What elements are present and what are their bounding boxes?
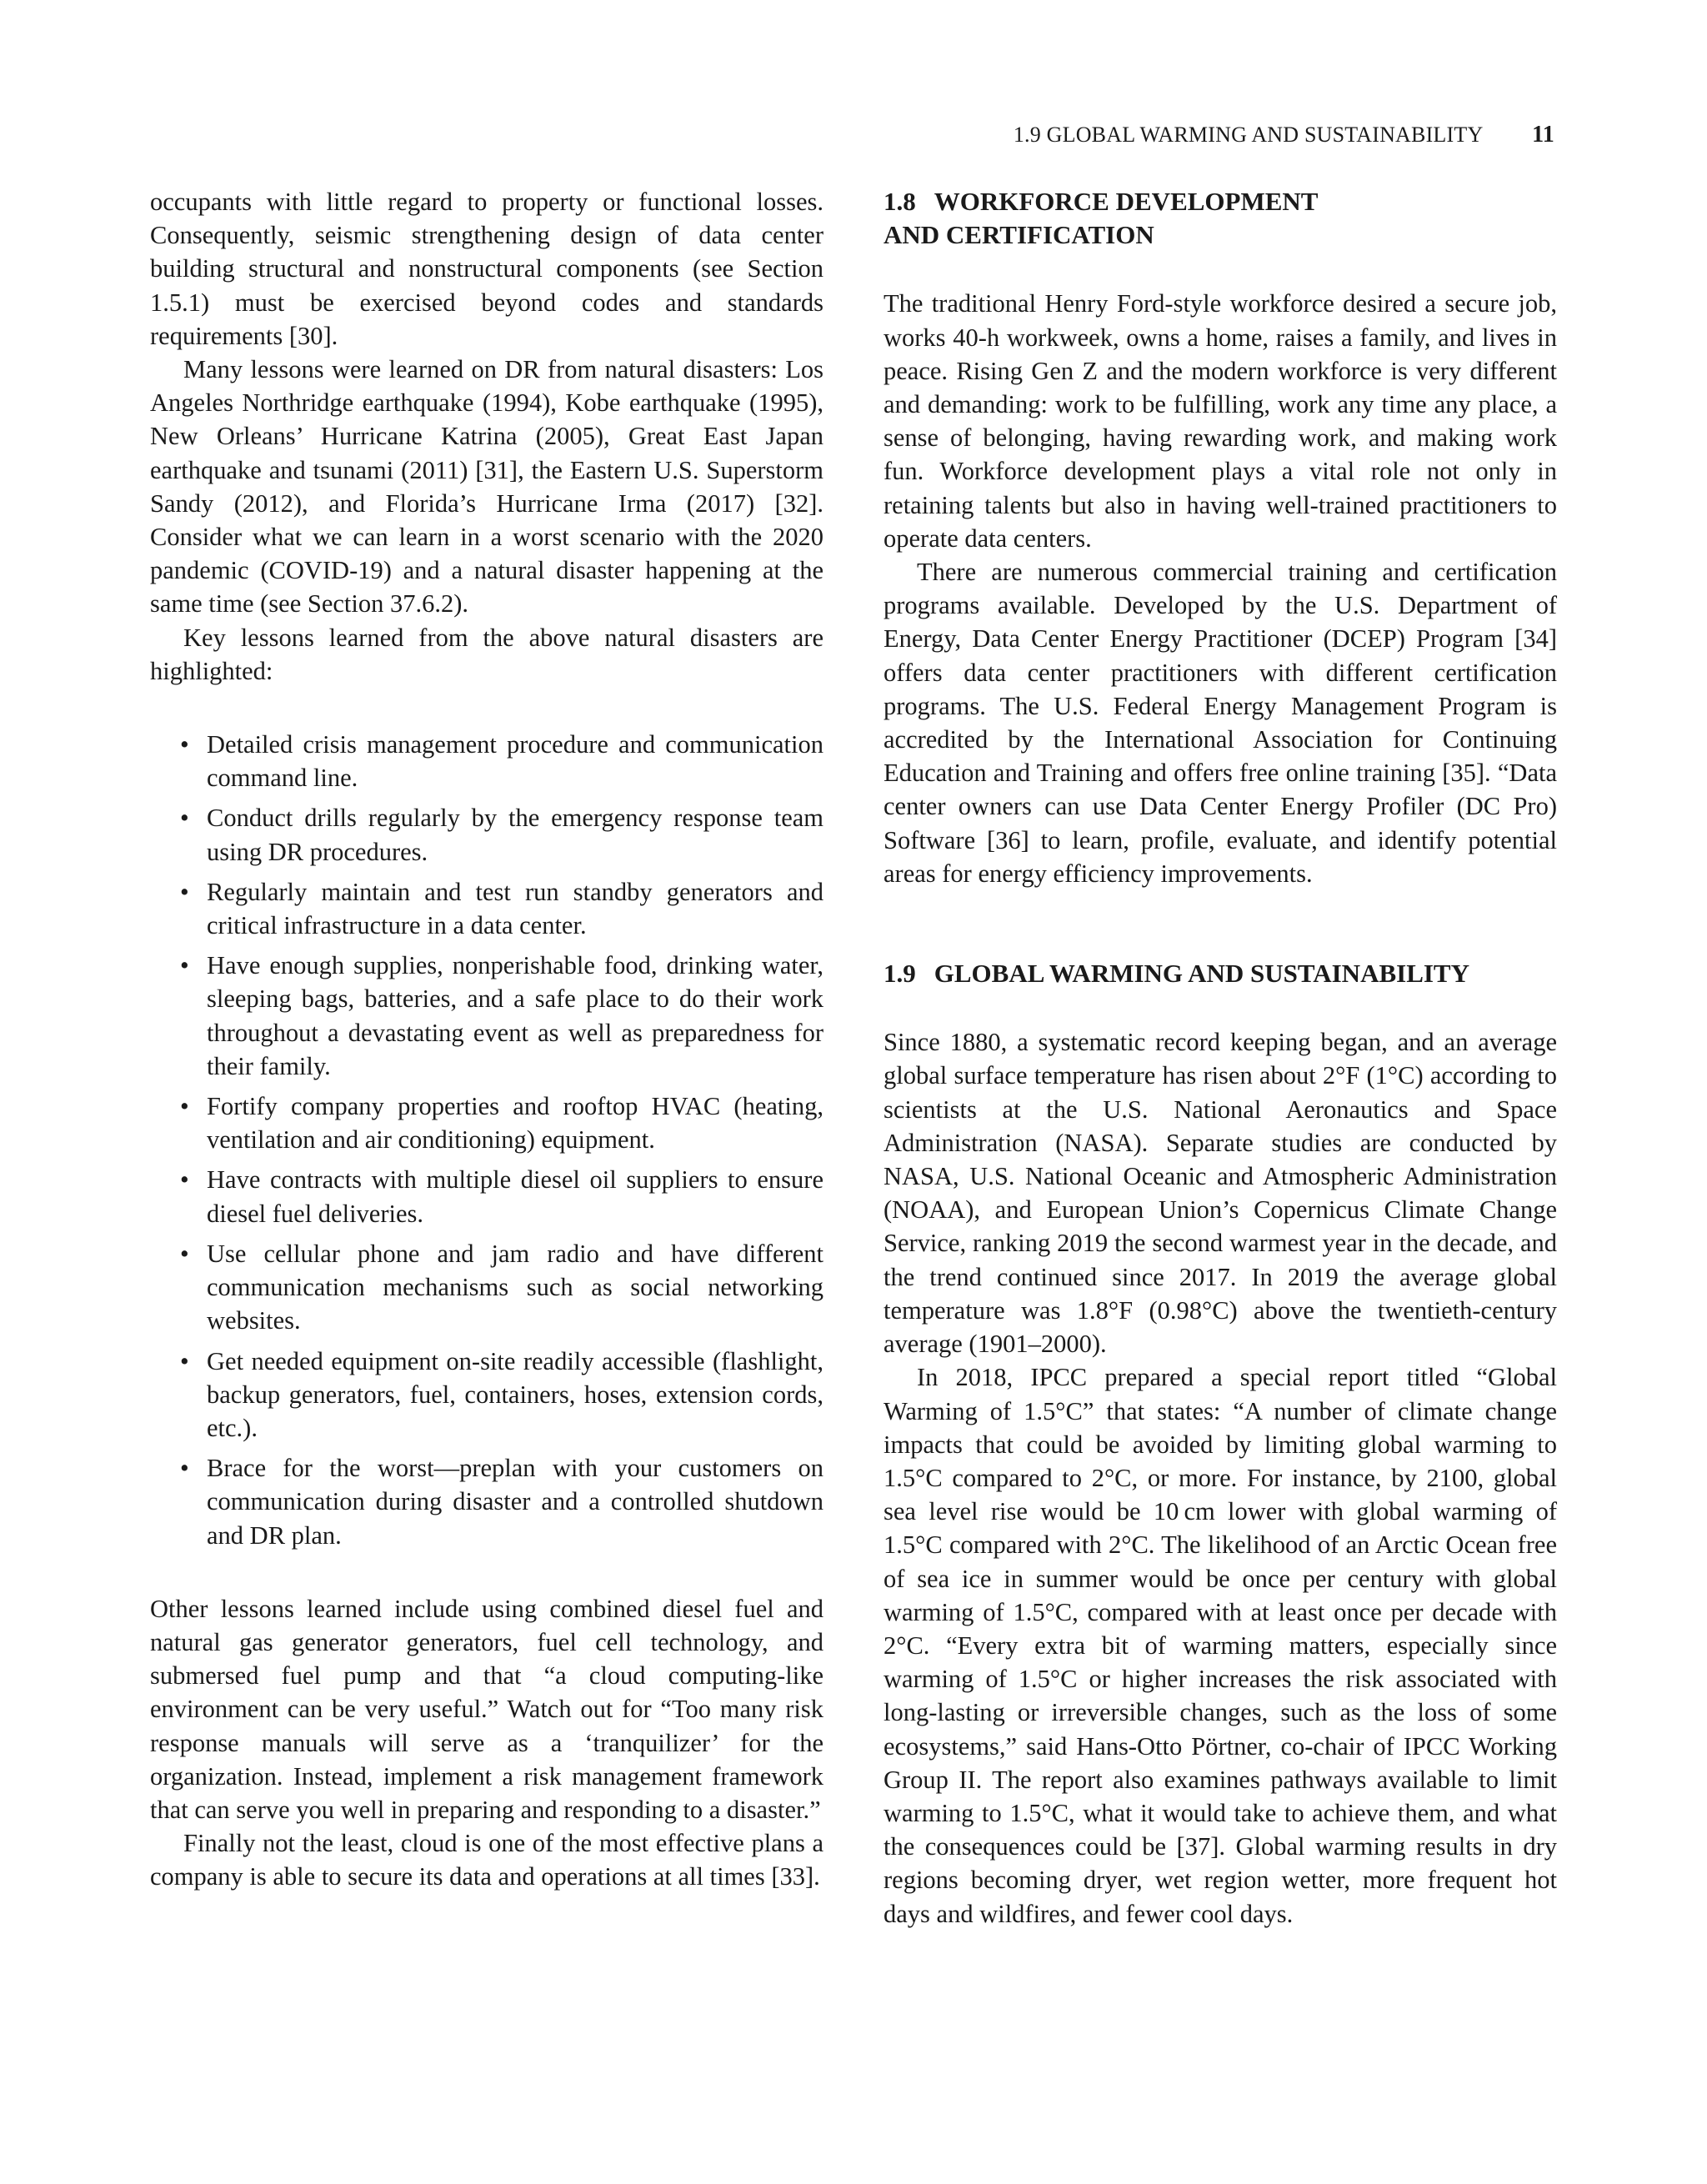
paragraph-ipcc-report: In 2018, IPCC prepared a special report titled “Global Warming of 1.5°C” that states: “A number of climate change impacts that could be avoided by limiting global warming to 1.5°C compared to 2°C, or more. For instance, by 2100, global sea level rise would be 10 cm lower with global warming of 1.5°C compared with 2°C. The likelihood of an Arctic Ocean free of sea ice in summer would be once per century with global warming of 1.5°C, compared with at least once per decade with 2°C. “Every extra bit of warming matters, especially since warming of 1.5°C or higher increases the risk associated with long-lasting or irreversible changes, such as the loss of some ecosystems,” said Hans-Otto Pörtner, co-chair of IPCC Working Group II. The report also examines pathways available to limit warming to 1.5°C, what it would take to achieve them, and what the consequences could be [37]. Global warming results in dry regions becoming dryer, wet region wetter, more frequent hot days and wildfires, and fewer cool days. xyxy=(884,1363,1557,1928)
list-item-text: Conduct drills regularly by the emergency response team using DR procedures. xyxy=(207,804,823,866)
bullet-icon: • xyxy=(180,1454,189,1483)
bullet-icon: • xyxy=(180,951,189,980)
list-item xyxy=(150,875,823,942)
list-item xyxy=(150,1451,823,1552)
paragraph-certification: There are numerous commercial training and certification programs available. Developed by the U.S. Department of Energy, Data Center Energy Practitioner (DCEP) Program [34] offers data center practitioners with different certification programs. The U.S. Federal Energy Management Program is accredited by the International Association for Continuing Education and Training and offers free online training [35]. “Data center owners can use Data Center Energy Profiler (DC Pro) Software [36] to learn, profile, evaluate, and identify potential areas for energy efficiency improvements. xyxy=(884,558,1557,888)
section-heading-1-9 xyxy=(884,957,1557,990)
list-item-text: Fortify company properties and rooftop HVAC (heating, ventilation and air conditioning) equipment. xyxy=(207,1092,823,1155)
list-item-text: Have contracts with multiple diesel oil suppliers to ensure diesel fuel deliveries. xyxy=(207,1165,823,1228)
list-item-text: Use cellular phone and jam radio and have different communication mechanisms such as social networking websites. xyxy=(207,1239,823,1335)
list-item-text: Brace for the worst—preplan with your customers on communication during disaster and a controlled shutdown and DR plan. xyxy=(207,1454,823,1550)
page-number: 11 xyxy=(1532,122,1554,148)
paragraph-key-lessons: Key lessons learned from the above natural disasters are highlighted: xyxy=(150,623,823,685)
paragraph-temperature-record: Since 1880, a systematic record keeping began, and an average global surface temperature has risen about 2°F (1°C) according to scientists at the U.S. National Aeronautics and Space Administration (NASA). Separate studies are conducted by NASA, U.S. National Oceanic and Atmospheric Administration (NOAA), and European Union’s Copernicus Climate Change Service, ranking 2019 the second warmest year in the decade, and the trend continued since 2017. In 2019 the average global temperature was 1.8°F (0.98°C) above the twentieth-century average (1901–2000). xyxy=(884,1028,1557,1359)
right-column xyxy=(884,185,1557,1931)
left-column xyxy=(150,185,823,1894)
paragraph-continued: occupants with little regard to property or functional losses. Consequently, seismic strengthening design of data center building structural and nonstructural components (see Section 1.5.1) must be exercised beyond codes and standards requirements [30]. xyxy=(150,188,823,350)
paragraph-workforce: The traditional Henry Ford-style workforce desired a secure job, works 40-h workweek, owns a home, raises a family, and lives in peace. Rising Gen Z and the modern workforce is very different and demanding: work to be fulfilling, work any time any place, a sense of belonging, having rewarding work, and making work fun. Workforce development plays a vital role not only in retaining talents but also in having well-trained practitioners to operate data centers. xyxy=(884,289,1557,553)
list-item xyxy=(150,1089,823,1156)
list-item-text: Have enough supplies, nonperishable food, drinking water, sleeping bags, batteries, and a safe place to do their work throughout a devastating event as well as preparedness for their family. xyxy=(207,951,823,1080)
list-item xyxy=(150,728,823,794)
bullet-icon: • xyxy=(180,877,189,906)
bullet-icon: • xyxy=(180,1165,189,1195)
section-number: 1.8 xyxy=(884,187,916,216)
running-header xyxy=(1014,122,1554,148)
list-item-text: Detailed crisis management procedure and communication command line. xyxy=(207,730,823,793)
list-item xyxy=(150,1163,823,1230)
list-item-text: Get needed equipment on-site readily accessible (flashlight, backup generators, fuel, containers, hoses, extension cords, etc.). xyxy=(207,1346,823,1442)
section-title: GLOBAL WARMING AND SUSTAINABILITY xyxy=(934,959,1470,989)
list-item xyxy=(150,801,823,868)
paragraph-other-lessons: Other lessons learned include using combined diesel fuel and natural gas generator generators, fuel cell technology, and submersed fuel pump and that “a cloud computing-like environment can be very useful.” Watch out for “Too many risk response manuals will serve as a ‘tranquilizer’ for the organization. Instead, implement a risk management framework that can serve you well in preparing and responding to a disaster.” xyxy=(150,1594,823,1824)
section-number: 1.9 xyxy=(884,959,916,989)
bullet-icon: • xyxy=(180,730,189,759)
bullet-icon: • xyxy=(180,1346,189,1375)
section-title-line2: AND CERTIFICATION xyxy=(884,220,1154,250)
paragraph-dr-lessons: Many lessons were learned on DR from natural disasters: Los Angeles Northridge earthquake (1994), Kobe earthquake (1995), New Orleans’ Hurricane Katrina (2005), Great East Japan earthquake and tsunami (2011) [31], the Eastern U.S. Superstorm Sandy (2012), and Florida’s Hurricane Irma (2017) [32]. Consider what we can learn in a worst scenario with the 2020 pandemic (COVID-19) and a natural disaster happening at the same time (see Section 37.6.2). xyxy=(150,355,823,619)
section-heading-1-8 xyxy=(884,185,1557,252)
list-item xyxy=(150,1237,823,1338)
paragraph-cloud: Finally not the least, cloud is one of the most effective plans a company is able to secure its data and operations at all times [33]. xyxy=(150,1829,823,1891)
section-title-line1: WORKFORCE DEVELOPMENT xyxy=(934,187,1319,216)
running-title: 1.9 GLOBAL WARMING AND SUSTAINABILITY xyxy=(1013,123,1484,147)
list-item xyxy=(150,1345,823,1445)
list-item xyxy=(150,949,823,1083)
lessons-bullet-list xyxy=(150,728,823,1552)
bullet-icon: • xyxy=(180,804,189,833)
list-item-text: Regularly maintain and test run standby generators and critical infrastructure in a data center. xyxy=(207,877,823,940)
bullet-icon: • xyxy=(180,1239,189,1268)
bullet-icon: • xyxy=(180,1092,189,1121)
